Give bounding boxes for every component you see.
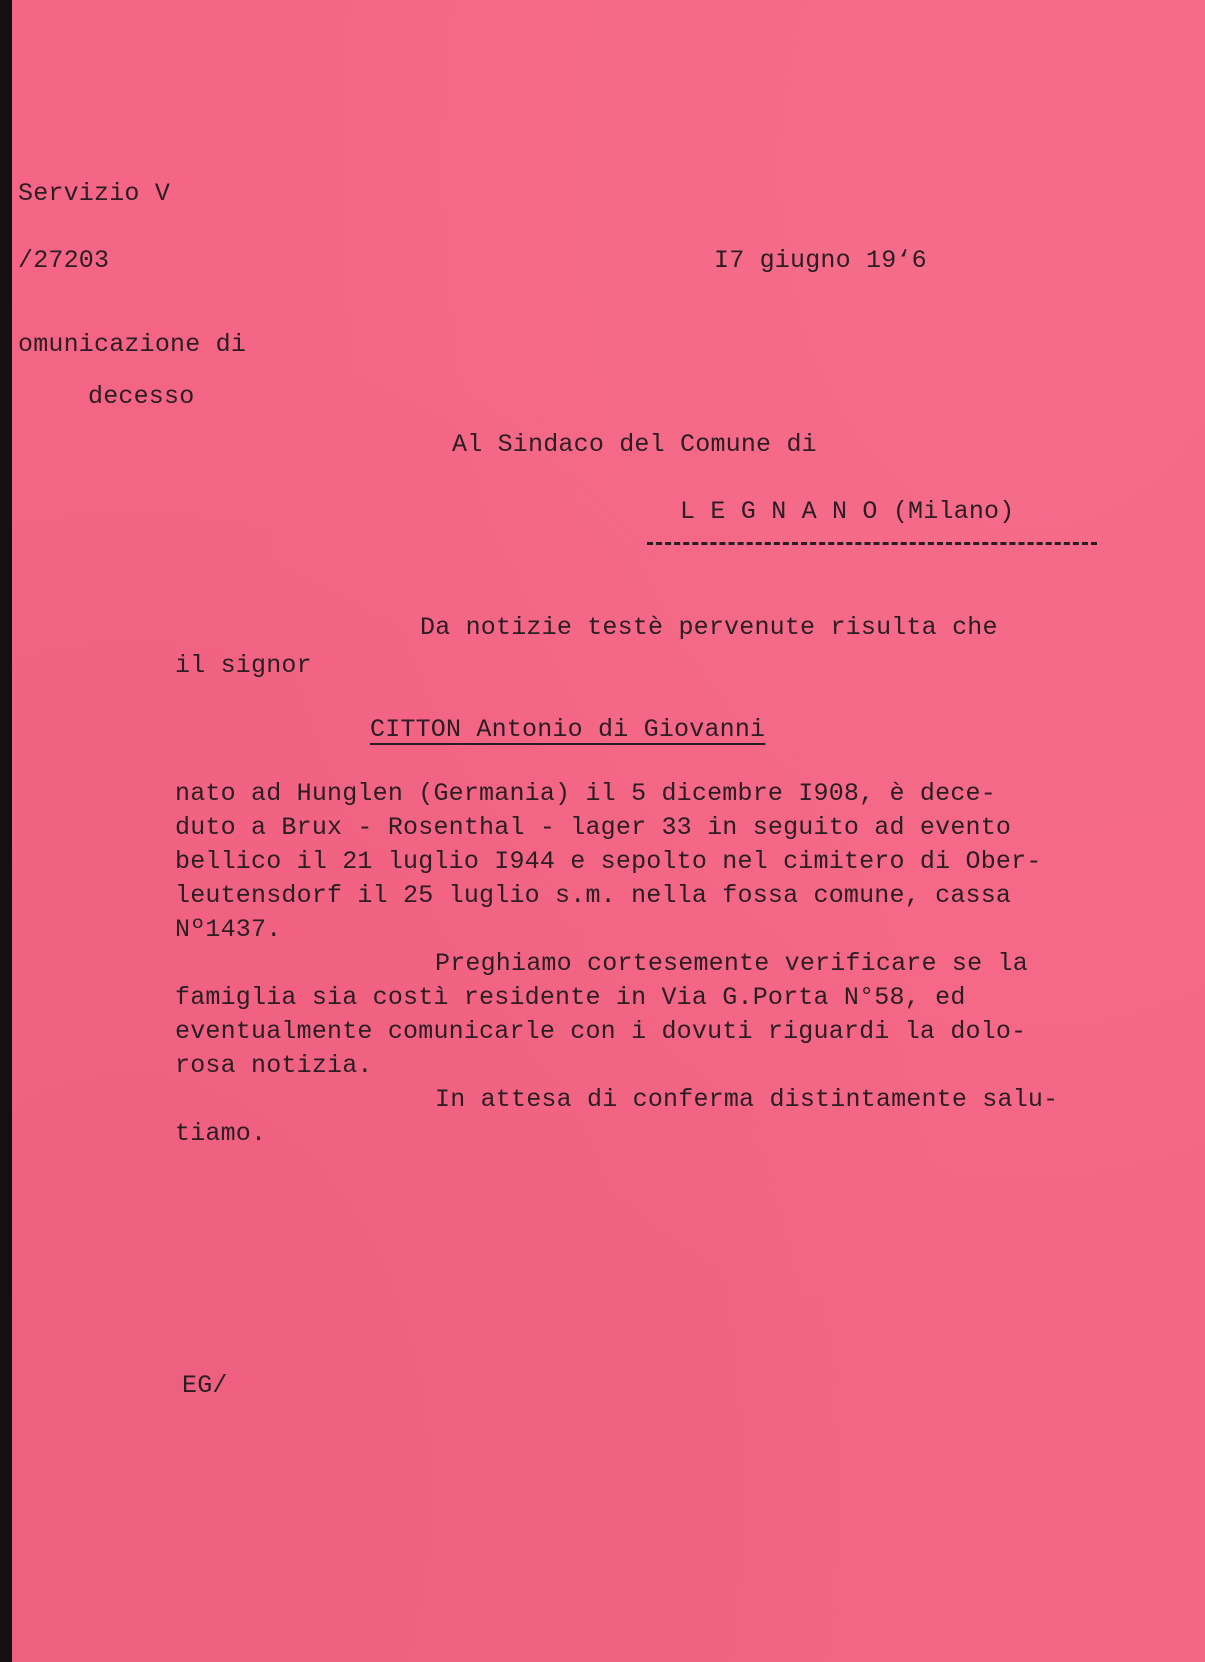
body-line-4: leutensdorf il 25 luglio s.m. nella fossa comune, cassa [175, 881, 1012, 910]
letter-date: I7 giugno 19‘6 [714, 246, 927, 275]
deceased-name: CITTON Antonio di Giovanni [370, 715, 766, 744]
body-line-10: In attesa di conferma distintamente salu- [435, 1085, 1059, 1114]
body-line-2: duto a Brux - Rosenthal - lager 33 in seguito ad evento [175, 813, 1012, 842]
body-line-9: rosa notizia. [175, 1051, 373, 1080]
recipient-line-2: L E G N A N O (Milano) [680, 497, 1015, 526]
recipient-line-1: Al Sindaco del Comune di [452, 430, 817, 459]
body-line-5: Nº1437. [175, 915, 282, 944]
intro-line-2: il signor [175, 651, 312, 680]
subject-line-2: decesso [88, 382, 195, 411]
body-line-7: famiglia sia costì residente in Via G.Porta N°58, ed [175, 983, 966, 1012]
intro-line-1: Da notizie testè pervenute risulta che [420, 613, 998, 642]
recipient-rule [647, 542, 1097, 545]
body-line-11: tiamo. [175, 1119, 267, 1148]
body-line-6: Preghiamo cortesemente verificare se la [435, 949, 1028, 978]
subject-line-1: omunicazione di [18, 330, 247, 359]
office-label: Servizio V [18, 179, 171, 208]
body-line-3: bellico il 21 luglio I944 e sepolto nel cimitero di Ober- [175, 847, 1042, 876]
typist-initials: EG/ [182, 1371, 228, 1400]
protocol-number: /27203 [18, 246, 110, 275]
body-line-1: nato ad Hunglen (Germania) il 5 dicembre I908, è dece- [175, 779, 996, 808]
body-line-8: eventualmente comunicarle con i dovuti riguardi la dolo- [175, 1017, 1027, 1046]
letter-page [12, 0, 1205, 1662]
